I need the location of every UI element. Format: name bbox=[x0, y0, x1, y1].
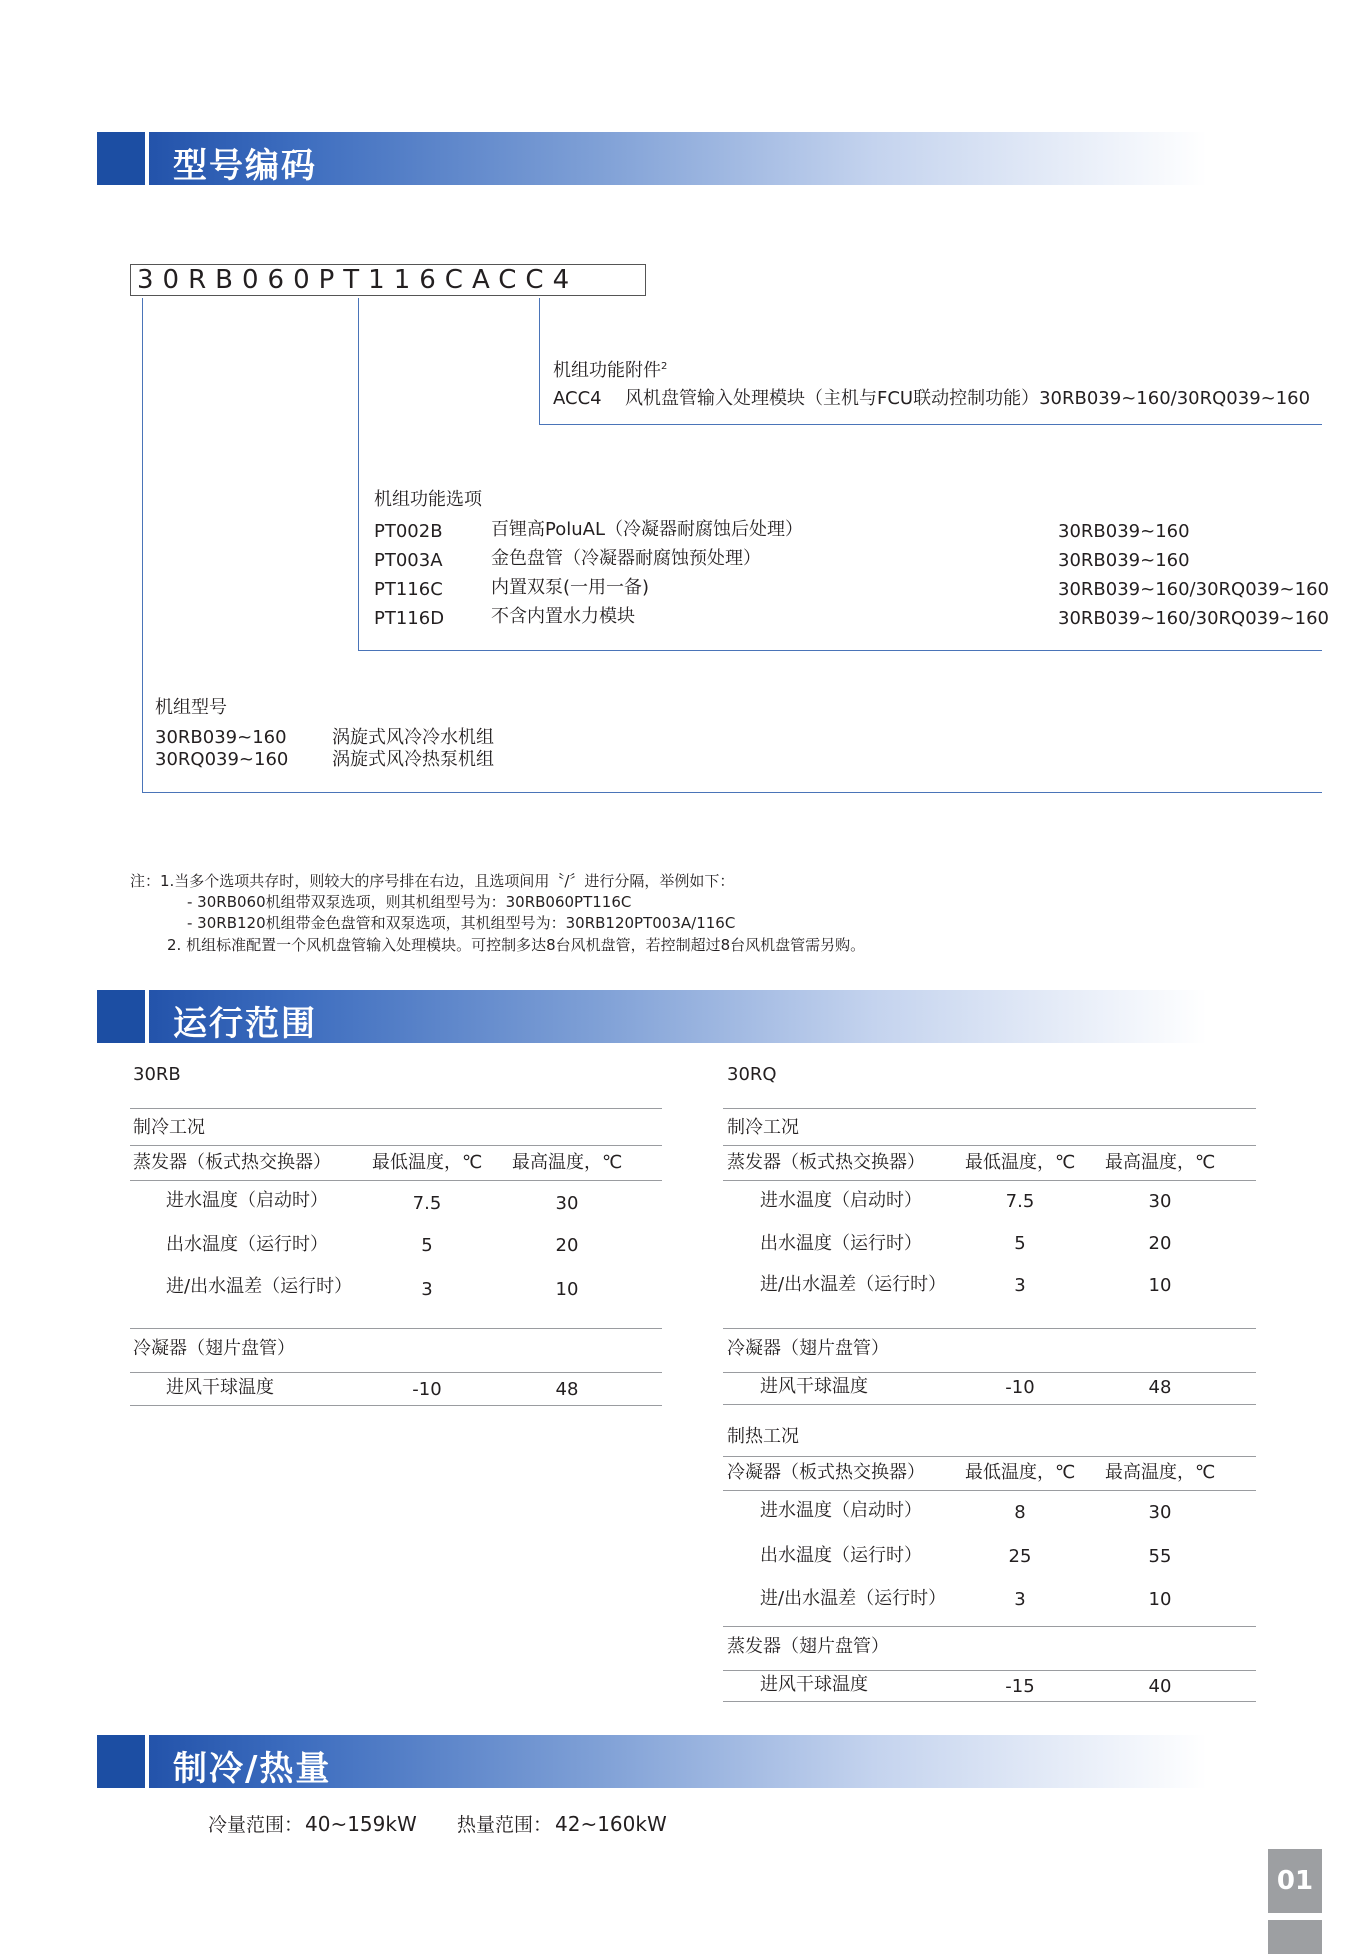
section-title: 型号编码 bbox=[173, 146, 317, 186]
accessory-desc: 风机盘管输入处理模块（主机与FCU联动控制功能）30RB039~160/30RQ039~160 bbox=[625, 388, 1311, 409]
row-label: 进/出水温差（运行时） bbox=[166, 1276, 353, 1297]
model-desc: 涡旋式风冷冷水机组 bbox=[332, 727, 494, 748]
row-min: -10 bbox=[412, 1379, 442, 1400]
evap-header: 蒸发器（板式热交换器） bbox=[133, 1152, 331, 1173]
table-rule bbox=[130, 1180, 662, 1181]
min-header: 最低温度，℃ bbox=[372, 1152, 483, 1173]
table-rule bbox=[130, 1328, 662, 1329]
page-tab-decoration bbox=[1268, 1920, 1322, 1954]
cond-header: 冷凝器（翅片盘管） bbox=[133, 1338, 295, 1359]
min-header: 最低温度，℃ bbox=[965, 1152, 1076, 1173]
max-header: 最高温度，℃ bbox=[512, 1152, 623, 1173]
option-desc: 百锂高PoluAL（冷凝器耐腐蚀后处理） bbox=[491, 519, 803, 540]
option-code: PT003A bbox=[374, 550, 443, 571]
table-rule bbox=[723, 1180, 1256, 1181]
row-max: 40 bbox=[1148, 1676, 1172, 1697]
table-rule bbox=[723, 1626, 1256, 1627]
table-rule bbox=[130, 1405, 662, 1406]
cool-capacity-value: 40~159kW bbox=[305, 1812, 417, 1836]
heat-capacity-value: 42~160kW bbox=[555, 1812, 667, 1836]
model-code: 30RB039~160 bbox=[155, 727, 287, 748]
option-code: PT116D bbox=[374, 608, 445, 629]
row-label: 进风干球温度 bbox=[760, 1674, 868, 1695]
row-min: 5 bbox=[421, 1235, 433, 1256]
row-max: 20 bbox=[1148, 1233, 1172, 1254]
table-title-rq: 30RQ bbox=[727, 1064, 777, 1085]
page-number: 01 bbox=[1268, 1849, 1322, 1913]
model-desc: 涡旋式风冷热泵机组 bbox=[332, 749, 494, 770]
cooling-label: 制冷工况 bbox=[727, 1117, 799, 1138]
row-max: 30 bbox=[1148, 1502, 1172, 1523]
row-label: 进水温度（启动时） bbox=[166, 1190, 328, 1211]
table-rule bbox=[723, 1404, 1256, 1405]
row-min: 25 bbox=[1008, 1546, 1032, 1567]
model-code-example: 30RB060PT116CACC4 bbox=[130, 264, 646, 296]
row-max: 48 bbox=[555, 1379, 579, 1400]
row-min: 8 bbox=[1014, 1502, 1026, 1523]
row-max: 20 bbox=[555, 1235, 579, 1256]
option-range: 30RB039~160 bbox=[1058, 521, 1190, 542]
row-min: 3 bbox=[1014, 1589, 1026, 1610]
accessory-code: ACC4 bbox=[553, 388, 602, 409]
row-min: -10 bbox=[1005, 1377, 1035, 1398]
row-min: 3 bbox=[1014, 1275, 1026, 1296]
table-rule bbox=[723, 1490, 1256, 1491]
table-rule bbox=[723, 1670, 1256, 1671]
heat-cond-header: 冷凝器（板式热交换器） bbox=[727, 1462, 925, 1483]
option-desc: 内置双泵(一用一备) bbox=[491, 577, 650, 598]
row-min: 3 bbox=[421, 1279, 433, 1300]
row-label: 出水温度（运行时） bbox=[760, 1545, 922, 1566]
table-rule bbox=[723, 1701, 1256, 1702]
section-header-model-code bbox=[97, 132, 1207, 185]
table-title-rb: 30RB bbox=[133, 1064, 181, 1085]
section-title: 制冷/热量 bbox=[173, 1749, 332, 1789]
min-header: 最低温度，℃ bbox=[965, 1462, 1076, 1483]
row-max: 10 bbox=[1148, 1589, 1172, 1610]
section-title: 运行范围 bbox=[173, 1004, 317, 1044]
accessory-heading: 机组功能附件$^2$ bbox=[553, 360, 668, 381]
cond-header: 冷凝器（翅片盘管） bbox=[727, 1338, 889, 1359]
note-line: 2. 机组标准配置一个风机盘管输入处理模块。可控制多达8台风机盘管，若控制超过8台风机盘管需另购。 bbox=[167, 936, 866, 954]
row-max: 30 bbox=[1148, 1191, 1172, 1212]
section-header-operating-range bbox=[97, 990, 1207, 1043]
table-rule bbox=[130, 1108, 662, 1109]
row-max: 48 bbox=[1148, 1377, 1172, 1398]
table-rule bbox=[723, 1145, 1256, 1146]
option-range: 30RB039~160/30RQ039~160 bbox=[1058, 608, 1329, 629]
bracket-line-accessory bbox=[539, 298, 540, 424]
heating-label: 制热工况 bbox=[727, 1426, 799, 1447]
row-label: 进/出水温差（运行时） bbox=[760, 1588, 947, 1609]
option-range: 30RB039~160 bbox=[1058, 550, 1190, 571]
row-min: 5 bbox=[1014, 1233, 1026, 1254]
cool-capacity-label: 冷量范围： bbox=[208, 1814, 304, 1836]
evap-header: 蒸发器（板式热交换器） bbox=[727, 1152, 925, 1173]
option-code: PT116C bbox=[374, 579, 443, 600]
section-header-capacity bbox=[97, 1735, 1207, 1788]
max-header: 最高温度，℃ bbox=[1105, 1462, 1216, 1483]
bracket-line-options bbox=[358, 298, 359, 650]
row-label: 进风干球温度 bbox=[760, 1376, 868, 1397]
row-label: 进水温度（启动时） bbox=[760, 1500, 922, 1521]
table-rule bbox=[130, 1145, 662, 1146]
option-desc: 金色盘管（冷凝器耐腐蚀预处理） bbox=[491, 548, 761, 569]
bracket-base-options bbox=[358, 650, 1322, 651]
row-label: 进水温度（启动时） bbox=[760, 1190, 922, 1211]
row-label: 出水温度（运行时） bbox=[760, 1233, 922, 1254]
bracket-base-model bbox=[142, 792, 1322, 793]
table-rule bbox=[723, 1328, 1256, 1329]
option-desc: 不含内置水力模块 bbox=[491, 606, 635, 627]
max-header: 最高温度，℃ bbox=[1105, 1152, 1216, 1173]
row-min: 7.5 bbox=[1005, 1191, 1035, 1212]
heat-evap-header: 蒸发器（翅片盘管） bbox=[727, 1636, 889, 1657]
row-label: 进风干球温度 bbox=[166, 1377, 274, 1398]
row-min: 7.5 bbox=[412, 1193, 442, 1214]
models-heading: 机组型号 bbox=[155, 697, 227, 718]
row-max: 55 bbox=[1148, 1546, 1172, 1567]
heat-capacity-label: 热量范围： bbox=[457, 1814, 553, 1836]
options-heading: 机组功能选项 bbox=[374, 489, 482, 510]
row-max: 30 bbox=[555, 1193, 579, 1214]
row-max: 10 bbox=[1148, 1275, 1172, 1296]
table-rule bbox=[723, 1372, 1256, 1373]
row-max: 10 bbox=[555, 1279, 579, 1300]
note-line: 注：1.当多个选项共存时，则较大的序号排在右边，且选项间用〝/〞进行分隔，举例如下： bbox=[130, 872, 735, 890]
bracket-line-model bbox=[142, 298, 143, 792]
note-line: - 30RB120机组带金色盘管和双泵选项，其机组型号为：30RB120PT003A/116C bbox=[187, 914, 736, 932]
option-code: PT002B bbox=[374, 521, 443, 542]
table-rule bbox=[130, 1372, 662, 1373]
row-min: -15 bbox=[1005, 1676, 1035, 1697]
option-range: 30RB039~160/30RQ039~160 bbox=[1058, 579, 1329, 600]
table-rule bbox=[723, 1456, 1256, 1457]
row-label: 进/出水温差（运行时） bbox=[760, 1274, 947, 1295]
row-label: 出水温度（运行时） bbox=[166, 1234, 328, 1255]
bracket-base-accessory bbox=[539, 424, 1322, 425]
note-line: - 30RB060机组带双泵选项，则其机组型号为：30RB060PT116C bbox=[187, 893, 632, 911]
table-rule bbox=[723, 1108, 1256, 1109]
model-code: 30RQ039~160 bbox=[155, 749, 289, 770]
cooling-label: 制冷工况 bbox=[133, 1117, 205, 1138]
